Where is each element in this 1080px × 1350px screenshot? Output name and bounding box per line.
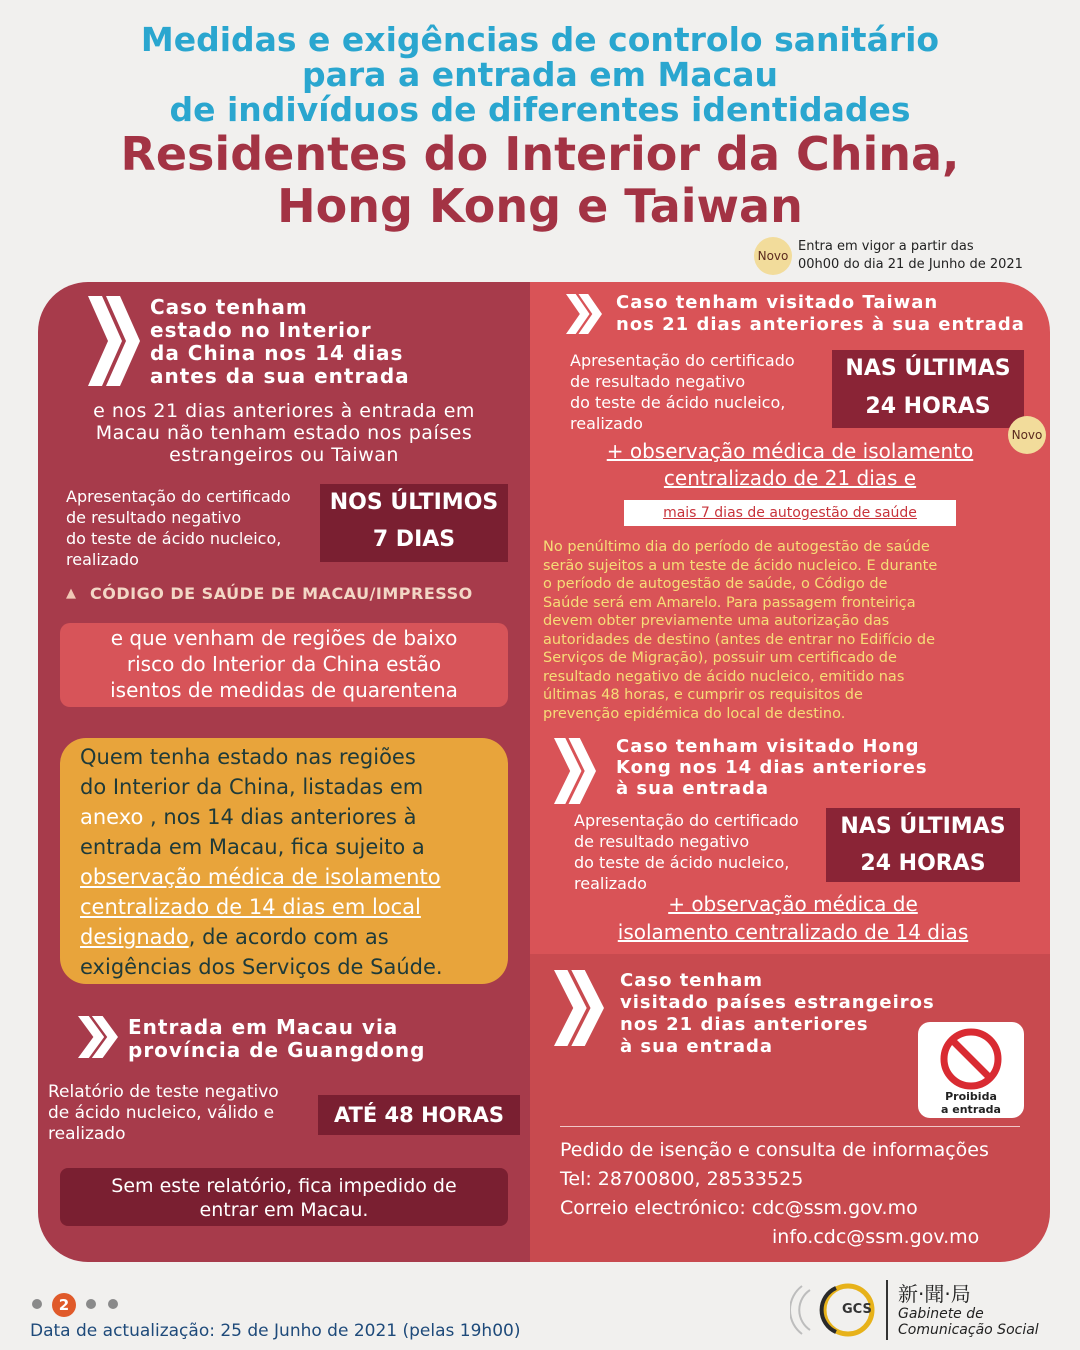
contact-tel: Tel: 28700800, 28533525: [560, 1168, 804, 1190]
heading-line: nos 21 dias anteriores à sua entrada: [616, 314, 1025, 335]
cert-line: realizado: [570, 414, 643, 433]
cert-line: de resultado negativo: [570, 372, 746, 391]
heading-line: Caso tenham: [620, 970, 764, 991]
taiwan-24h-badge: [832, 350, 1024, 428]
warning-line: Quem tenha estado nas regiões: [80, 745, 416, 769]
no-entry-label: [918, 1090, 1024, 1116]
note-line: autoridades de destino (antes de entrar no Edifício de: [543, 631, 936, 648]
note-line: prevenção epidémica do local de destino.: [543, 705, 846, 722]
heading-line: nos 21 dias anteriores: [620, 1014, 869, 1035]
gcs-logo-letters: GCS: [842, 1302, 872, 1317]
hongkong-cert-text: [574, 810, 834, 894]
logo-line: Comunicação Social: [898, 1322, 1039, 1338]
logo-divider: [886, 1280, 888, 1340]
note-line: Saúde será em Amarelo. Para passagem fronteiriça: [543, 594, 916, 611]
report-line: de ácido nucleico, válido e: [48, 1103, 275, 1123]
warning-line: exigências dos Serviços de Saúde.: [80, 955, 443, 979]
obs-line: isolamento centralizado de 14 dias: [617, 920, 969, 944]
warning-line: do Interior da China, listadas em: [80, 775, 424, 799]
heading-line: Caso tenham visitado Taiwan: [616, 292, 939, 313]
cert-line: Apresentação do certificado: [574, 811, 799, 830]
heading-line: Caso tenham visitado Hong: [616, 736, 920, 757]
triangle-icon: ▲: [66, 586, 76, 601]
china-heading: [150, 296, 520, 388]
warning-text: , de acordo com as: [188, 925, 389, 949]
badge-line: NAS ÚLTIMAS: [840, 814, 1006, 839]
logo-portuguese: [898, 1306, 1039, 1338]
guangdong-48h-badge: ATÉ 48 HORAS: [318, 1095, 520, 1135]
gcs-logo: [790, 1276, 1080, 1346]
condition-line: Macau não tenham estado nos países: [95, 422, 473, 444]
no-entry-badge: [918, 1022, 1024, 1118]
no-entry-icon: [940, 1028, 1002, 1090]
contact-email[interactable]: info.cdc@ssm.gov.mo: [772, 1226, 980, 1248]
taiwan-self-management-label: mais 7 dias de autogestão de saúde: [624, 500, 956, 526]
label-line: Proibida: [945, 1090, 997, 1103]
warning-line: Sem este relatório, fica impedido de: [111, 1175, 457, 1197]
note-line: resultado negativo de ácido nucleico, emitido nas: [543, 668, 905, 685]
note-line: devem obter previamente uma autorização das: [543, 613, 890, 629]
warning-underlined-line: centralizado de 14 dias em local: [80, 895, 421, 919]
page-dot-current[interactable]: 2: [52, 1293, 76, 1317]
guangdong-warning-box: [60, 1168, 508, 1226]
report-line: Relatório de teste negativo: [48, 1082, 279, 1102]
china-quarantine-warning: [60, 738, 508, 984]
chevron-icon: [566, 294, 602, 334]
chevron-icon: [554, 970, 604, 1046]
header-subtitle: [0, 128, 1080, 232]
badge-line: 7 DIAS: [372, 527, 456, 552]
exempt-line: isentos de medidas de quarentena: [110, 678, 458, 702]
taiwan-heading: [616, 292, 1046, 336]
warning-line: entrada em Macau, fica sujeito a: [80, 835, 425, 859]
china-cert-text: [66, 486, 326, 570]
title-line: de indivíduos de diferentes identidades: [169, 90, 911, 129]
subtitle-line: Residentes do Interior da China,: [120, 127, 960, 181]
taiwan-note: [543, 538, 1045, 723]
cert-line: Apresentação do certificado: [570, 351, 795, 370]
contact-info: [560, 1136, 1040, 1252]
cert-line: Apresentação do certificado: [66, 487, 291, 506]
badge-line: NOS ÚLTIMOS: [329, 490, 499, 515]
heading-line: antes da sua entrada: [150, 364, 410, 388]
hongkong-heading: [616, 736, 1036, 799]
china-7-days-badge: [320, 484, 508, 562]
cert-line: realizado: [66, 550, 139, 569]
hongkong-24h-badge: [826, 808, 1020, 882]
china-exempt-box: [60, 623, 508, 707]
heading-line: Caso tenham: [150, 295, 308, 319]
note-line: últimas 48 horas, e cumprir os requisitos de: [543, 687, 863, 703]
effective-line: Entra em vigor a partir das: [798, 239, 974, 254]
main-panel: [38, 282, 1050, 1262]
annex-link[interactable]: anexo: [80, 805, 144, 829]
note-line: No penúltimo dia do período de autogestão de saúde: [543, 539, 930, 555]
taiwan-observation: [570, 438, 1010, 492]
title-line: Medidas e exigências de controlo sanitário: [140, 20, 940, 59]
badge-line: 24 HORAS: [865, 394, 991, 419]
heading-line: Kong nos 14 dias anteriores: [616, 757, 928, 778]
condition-line: e nos 21 dias anteriores à entrada em: [93, 400, 475, 422]
chevron-icon: [554, 738, 596, 804]
chevron-icon: [88, 296, 140, 386]
novo-badge: Novo: [754, 237, 792, 275]
warning-underlined-text: designado: [80, 925, 189, 949]
heading-line: Entrada em Macau via: [128, 1015, 399, 1039]
guangdong-report-text: [48, 1082, 318, 1145]
page-dot[interactable]: [108, 1299, 118, 1309]
cert-line: do teste de ácido nucleico,: [570, 393, 786, 412]
heading-line: visitado países estrangeiros: [620, 992, 935, 1013]
title-line: para a entrada em Macau: [302, 55, 778, 94]
cert-line: do teste de ácido nucleico,: [66, 529, 282, 548]
effective-line: 00h00 do dia 21 de Junho de 2021: [798, 257, 1023, 272]
badge-line: 24 HORAS: [860, 851, 986, 876]
warning-line: [80, 802, 508, 832]
condition-line: estrangeiros ou Taiwan: [169, 444, 399, 466]
label-line: a entrada: [941, 1103, 1001, 1116]
obs-line: centralizado de 21 dias e: [663, 466, 917, 490]
warning-underlined-line: observação médica de isolamento: [80, 865, 441, 889]
obs-line: + observação médica de isolamento: [606, 439, 974, 463]
note-line: o período de autogestão de saúde, o Código de: [543, 576, 888, 592]
novo-badge: Novo: [1008, 416, 1046, 454]
subtitle-line: Hong Kong e Taiwan: [277, 179, 803, 233]
warning-text: , nos 14 dias anteriores à: [143, 805, 417, 829]
page-dot[interactable]: [86, 1299, 96, 1309]
warning-line: entrar em Macau.: [199, 1199, 369, 1221]
heading-line: província de Guangdong: [128, 1038, 426, 1062]
heading-line: estado no Interior: [150, 318, 372, 342]
cert-line: de resultado negativo: [66, 508, 242, 527]
badge-line: NAS ÚLTIMAS: [845, 356, 1011, 381]
cert-line: realizado: [574, 874, 647, 893]
china-condition: [48, 400, 520, 466]
guangdong-heading: [128, 1016, 518, 1062]
page-dot[interactable]: [32, 1299, 42, 1309]
cert-line: de resultado negativo: [574, 832, 750, 851]
hongkong-observation: [578, 890, 1008, 946]
report-line: realizado: [48, 1124, 126, 1144]
logo-line: Gabinete de: [898, 1306, 984, 1322]
header-title: [0, 22, 1080, 127]
contact-email[interactable]: Correio electrónico: cdc@ssm.gov.mo: [560, 1197, 918, 1219]
chevron-icon: [78, 1016, 118, 1058]
warning-line: [80, 922, 508, 952]
taiwan-cert-text: [570, 350, 830, 434]
heading-line: à sua entrada: [616, 778, 770, 799]
health-code-label: CÓDIGO DE SAÚDE DE MACAU/IMPRESSO: [90, 584, 473, 603]
cert-line: do teste de ácido nucleico,: [574, 853, 790, 872]
exempt-line: risco do Interior da China estão: [126, 652, 442, 676]
heading-line: à sua entrada: [620, 1036, 774, 1057]
heading-line: da China nos 14 dias: [150, 341, 404, 365]
note-line: serão sujeitos a um teste de ácido nucleico. E durante: [543, 557, 938, 574]
effective-date: [798, 238, 1023, 274]
obs-line: + observação médica de: [668, 892, 918, 916]
exempt-line: e que venham de regiões de baixo: [110, 626, 458, 650]
logo-chinese: 新·聞·局: [898, 1282, 971, 1306]
note-line: Serviços de Migração), possuir um certificado de: [543, 650, 897, 666]
contact-heading: Pedido de isenção e consulta de informações: [560, 1139, 989, 1161]
update-date: Data de actualização: 25 de Junho de 2021 (pelas 19h00): [30, 1321, 521, 1341]
divider: [560, 1126, 1020, 1127]
